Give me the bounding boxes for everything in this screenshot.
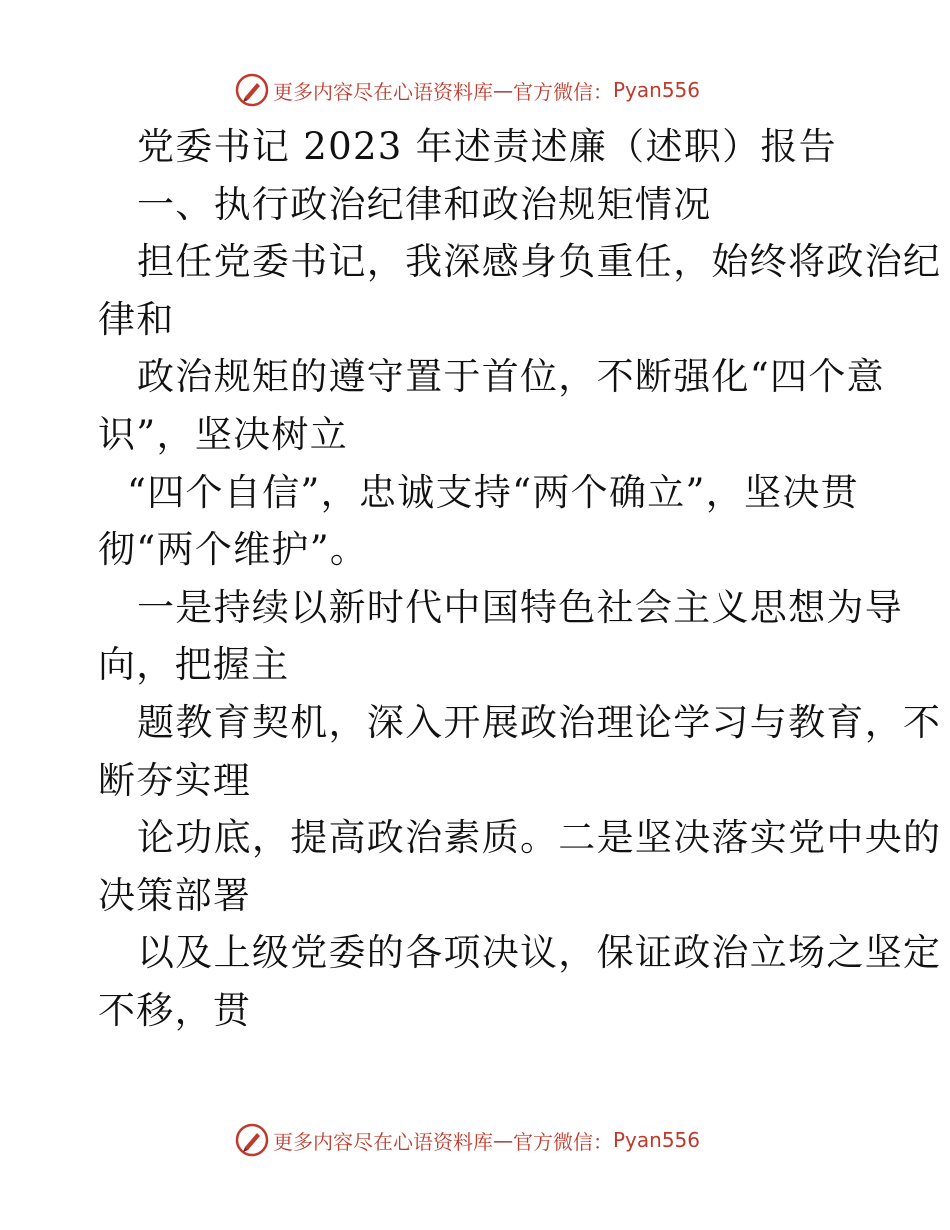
document-title: 党委书记 2023 年述责述廉（述职）报告 bbox=[137, 125, 837, 168]
paragraph-line: 断夯实理 bbox=[98, 758, 252, 802]
watermark-text: 更多内容尽在心语资料库 bbox=[273, 79, 493, 104]
watermark-footer bbox=[235, 1122, 700, 1158]
pen-logo-icon bbox=[235, 73, 269, 107]
paragraph-line: 律和 bbox=[98, 297, 175, 341]
paragraph-line: 彻“两个维护”。 bbox=[98, 528, 369, 572]
paragraph-line: 识”，坚决树立 bbox=[98, 412, 349, 456]
paragraph-line: 不移，贯 bbox=[98, 988, 252, 1032]
watermark-separator: — bbox=[493, 78, 513, 102]
document-body bbox=[98, 118, 942, 1040]
paragraph-line: 论功底，提高政治素质。二是坚决落实党中央的 bbox=[137, 816, 942, 860]
section-heading: 一、执行政治纪律和政治规矩情况 bbox=[137, 182, 712, 226]
paragraph-line: 政治规矩的遵守置于首位，不断强化“四个意 bbox=[137, 355, 885, 399]
watermark-header bbox=[235, 72, 700, 108]
pen-logo-icon bbox=[235, 1123, 269, 1157]
paragraph-line: 决策部署 bbox=[98, 873, 252, 917]
watermark-wechat-label: 官方微信： bbox=[513, 1129, 613, 1154]
paragraph-line: 担任党委书记，我深感身负重任，始终将政治纪 bbox=[137, 240, 942, 284]
watermark-separator: — bbox=[493, 1128, 513, 1152]
paragraph-line: 题教育契机，深入开展政治理论学习与教育，不 bbox=[137, 700, 942, 744]
watermark-wechat-label: 官方微信： bbox=[513, 79, 613, 104]
watermark-wechat-id: Pyan556 bbox=[613, 1128, 701, 1152]
paragraph-line: 以及上级党委的各项决议，保证政治立场之坚定 bbox=[137, 931, 942, 975]
watermark-text: 更多内容尽在心语资料库 bbox=[273, 1129, 493, 1154]
paragraph-line: “四个自信”，忠诚支持“两个确立”，坚决贯 bbox=[127, 470, 859, 514]
paragraph-line: 向，把握主 bbox=[98, 643, 290, 687]
paragraph-line: 一是持续以新时代中国特色社会主义思想为导 bbox=[137, 585, 903, 629]
watermark-wechat-id: Pyan556 bbox=[613, 78, 701, 102]
